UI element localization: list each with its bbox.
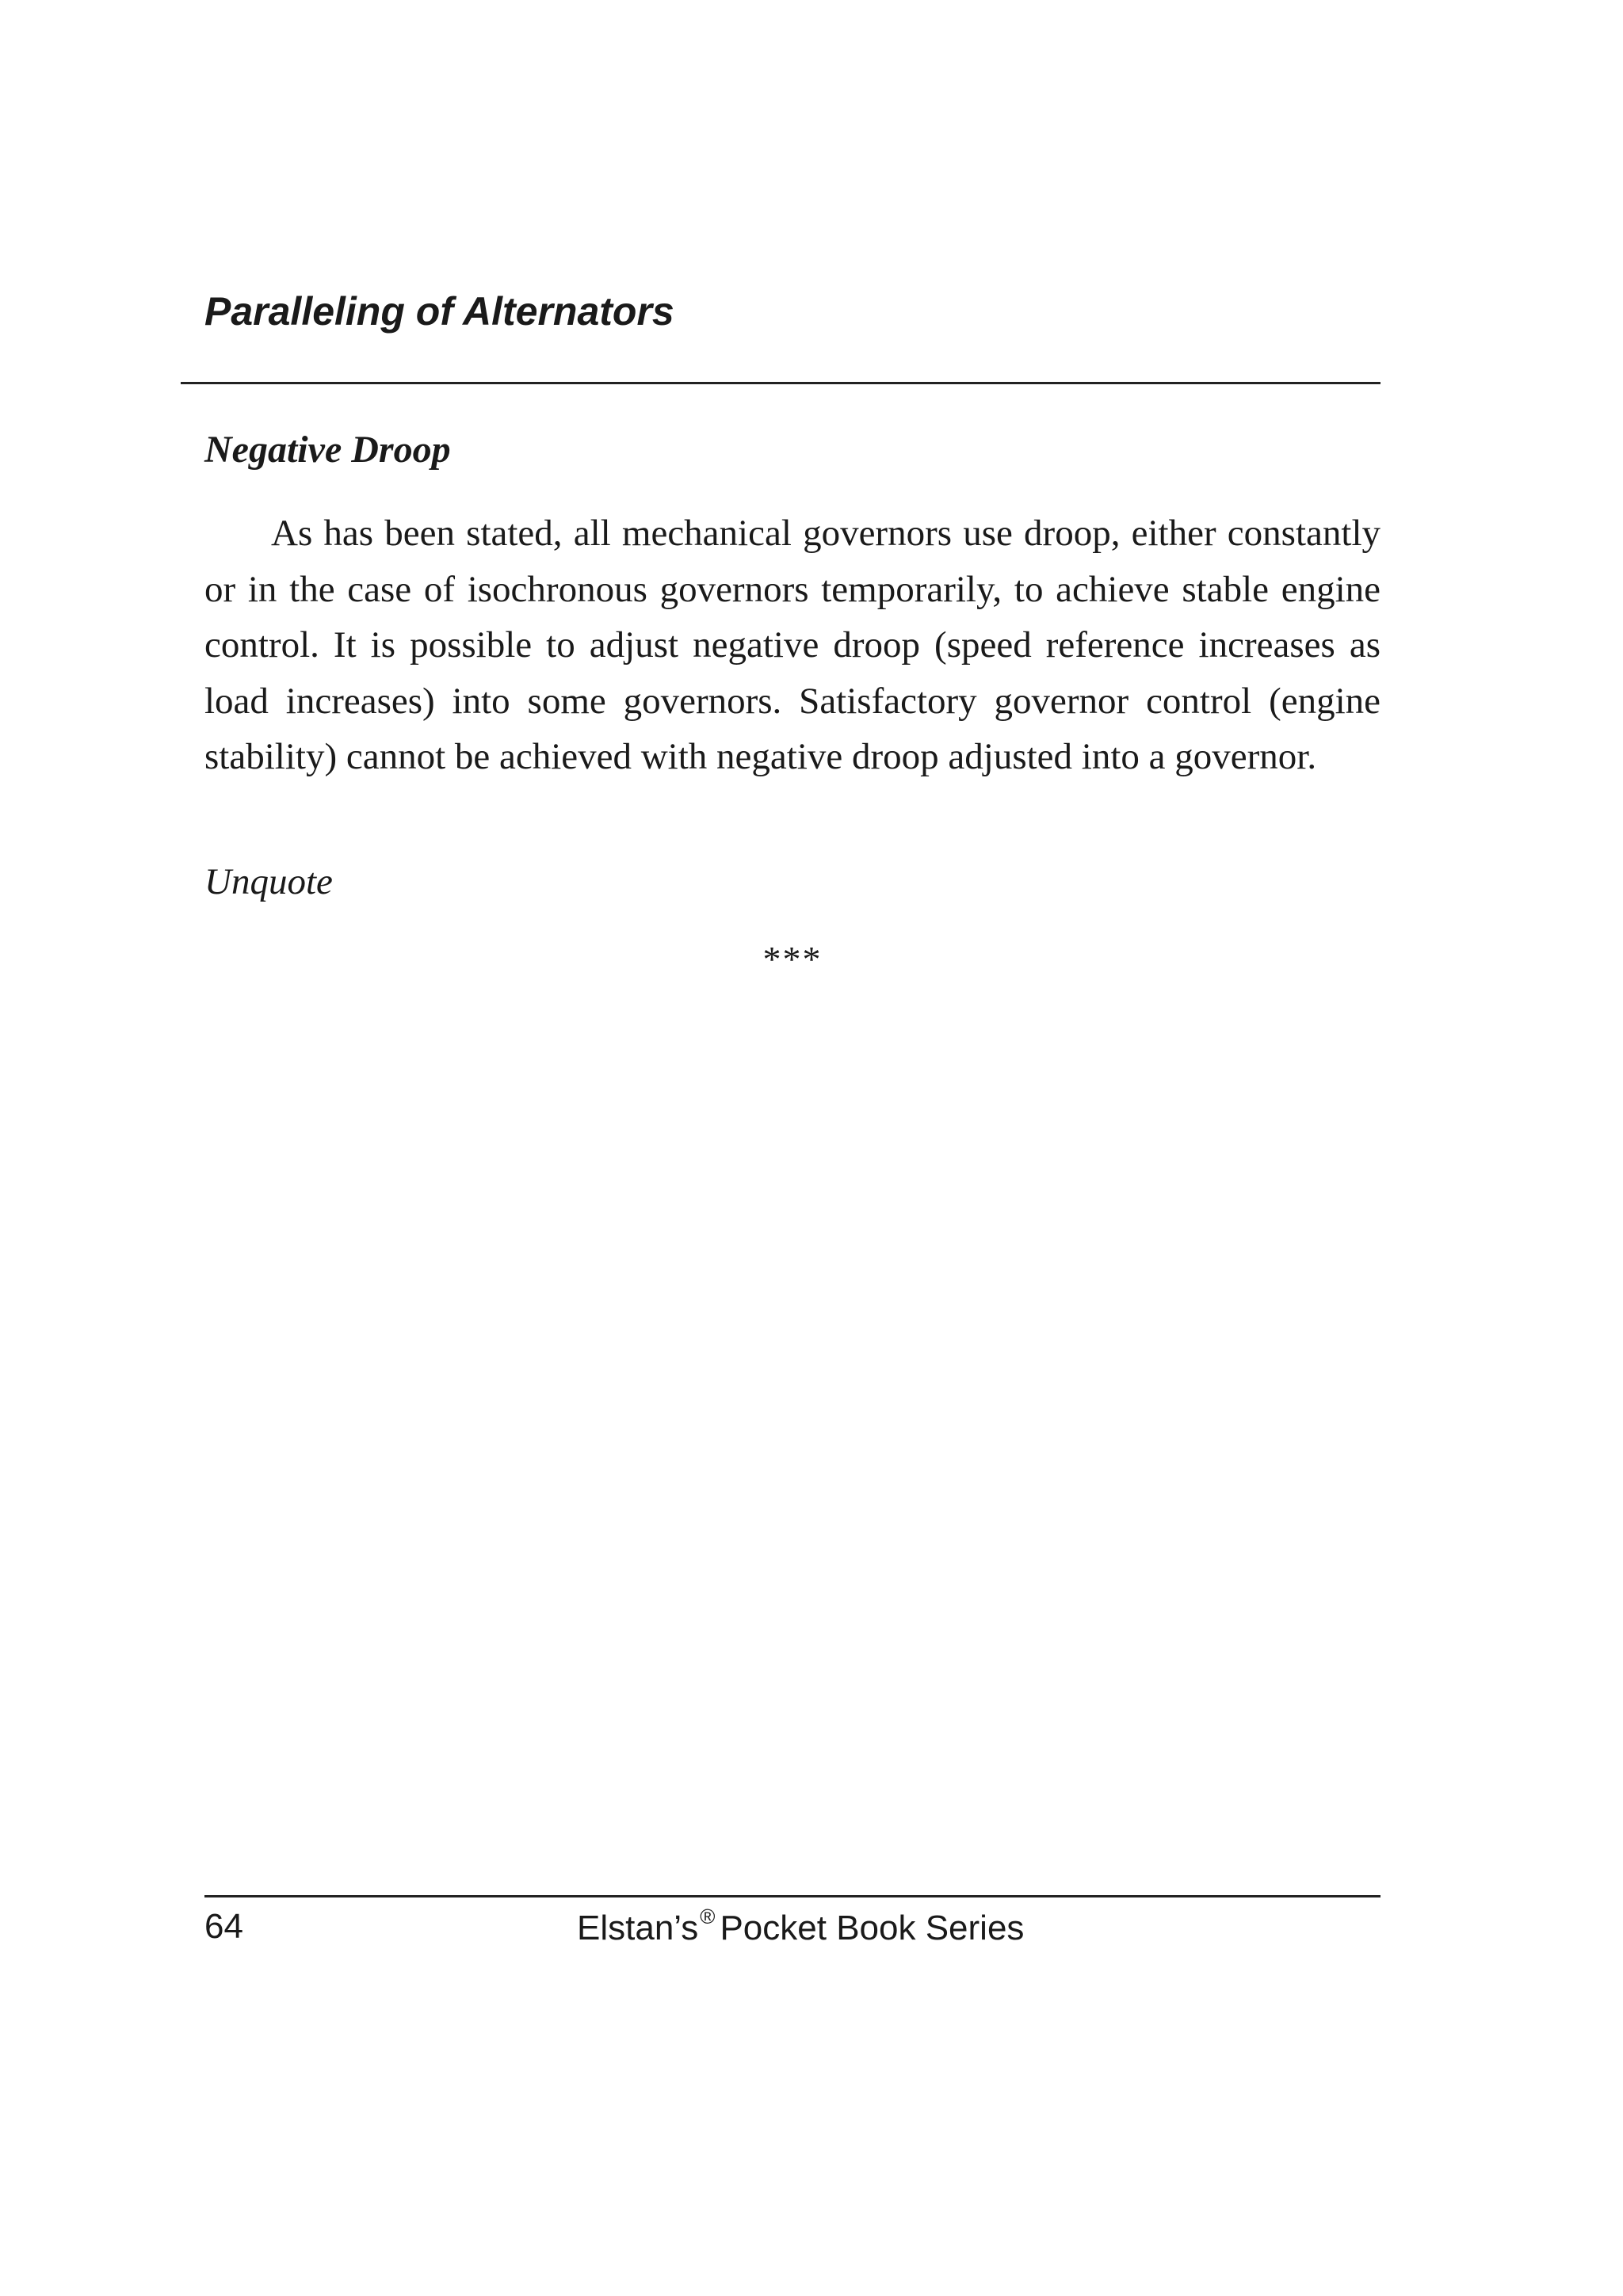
registered-mark: ® [700,1905,716,1929]
running-head: Paralleling of Alternators [204,289,674,334]
body-paragraph: As has been stated, all mechanical governors use droop, either constantly or in the case of isochronous governors temporarily, to achieve stable engine control. It is possible to adjust negative droop (speed reference increases as load increases) into some governors. Satisfactory governor control (engine stability) cannot be achieved with negative droop adjusted into a governor. [204,513,1381,777]
series-suffix: Pocket Book Series [720,1909,1025,1947]
page-number: 64 [204,1907,243,1946]
unquote-text: Unquote [204,861,333,902]
header-rule [181,382,1381,384]
series-name: Elstan’s [577,1909,699,1947]
section-heading: Negative Droop [204,429,451,471]
footer-rule [204,1895,1381,1897]
section-separator: *** [762,939,823,979]
series-title [577,1905,1025,1947]
